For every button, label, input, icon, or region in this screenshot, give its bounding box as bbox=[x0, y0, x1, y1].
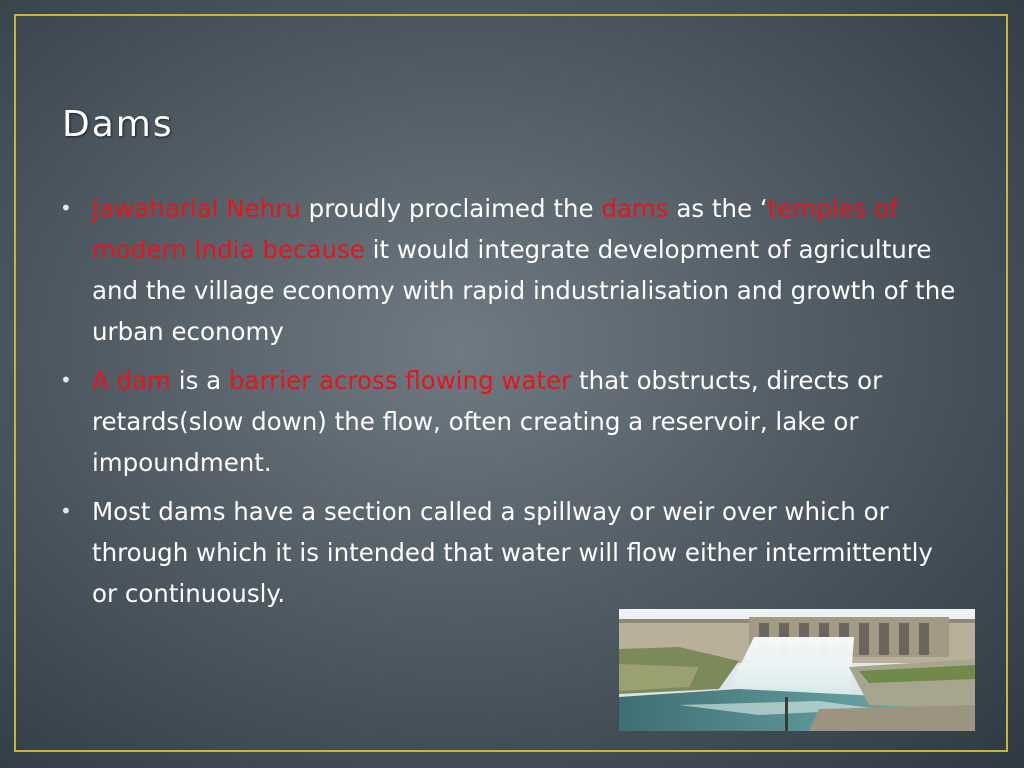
bullet-segment: it would integrate development of agriculture and the village economy with rapid industrialisation and growth of the urban economy bbox=[92, 235, 956, 346]
bullet-segment: temples of modern India because bbox=[92, 194, 898, 264]
bullet-segment: Jawaharlal Nehru bbox=[92, 194, 301, 223]
bullet-item bbox=[60, 188, 960, 352]
slide-title: Dams bbox=[62, 104, 174, 145]
bullet-text bbox=[92, 194, 955, 346]
bullet-text bbox=[92, 497, 933, 608]
bullet-segment: as the ‘ bbox=[668, 194, 768, 223]
bullet-segment: barrier across flowing water bbox=[228, 366, 572, 395]
dam-spillway-photo bbox=[619, 609, 975, 731]
bullet-dot-icon: • bbox=[60, 499, 72, 523]
bullet-segment: A dam bbox=[92, 366, 171, 395]
bullet-segment: is a bbox=[170, 366, 229, 395]
bullet-item bbox=[60, 491, 960, 614]
bullet-text bbox=[92, 366, 882, 477]
bullet-list bbox=[60, 188, 960, 622]
bullet-segment: that obstructs, directs or retards(slow down) the flow, often creating a reservoir, lake or impoundment. bbox=[92, 366, 883, 477]
bullet-dot-icon: • bbox=[60, 196, 72, 220]
bullet-dot-icon: • bbox=[60, 368, 72, 392]
bullet-item bbox=[60, 360, 960, 483]
bullet-segment: Most dams have a section called a spillway or weir over which or through which it is intended that water will flow either intermittently or continuously. bbox=[92, 497, 933, 608]
bullet-segment: proudly proclaimed the bbox=[300, 194, 602, 223]
bullet-segment: dams bbox=[601, 194, 669, 223]
